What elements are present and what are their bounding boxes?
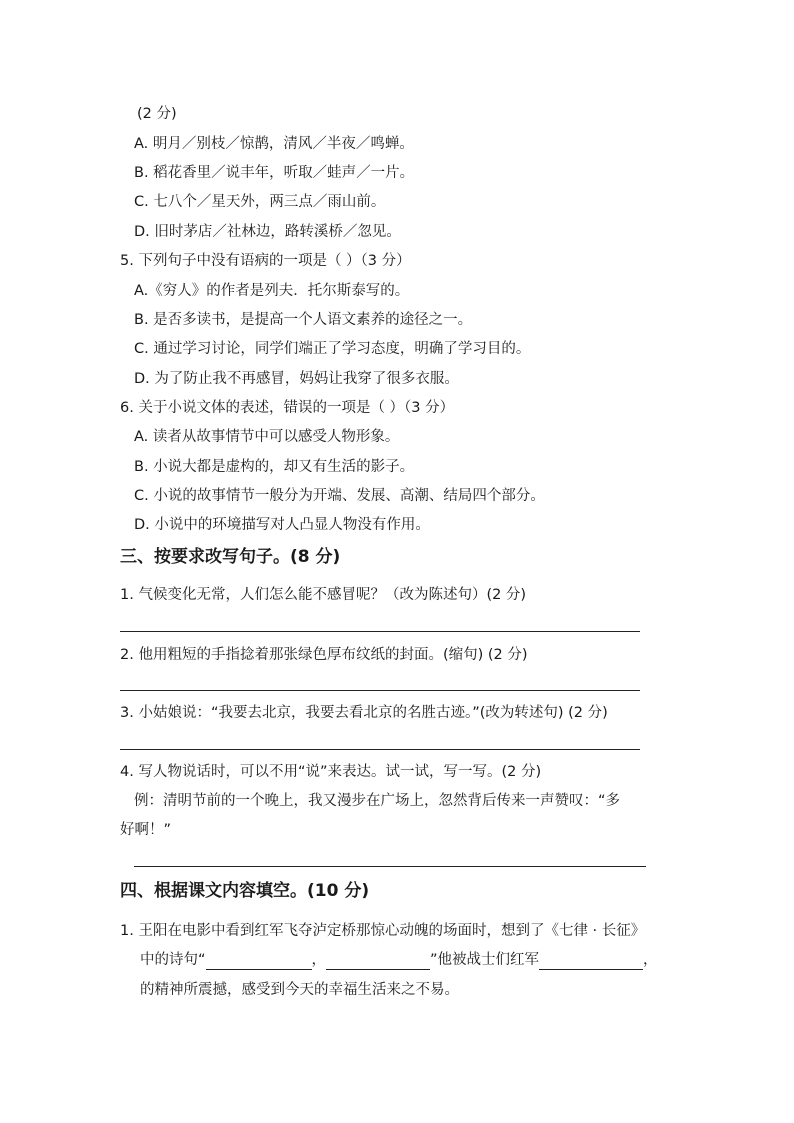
section4-item-1-line-3: 的精神所震撼，感受到今天的幸福生活来之不易。	[140, 982, 459, 998]
section3-item-2: 2. 他用粗短的手指捻着那张绿色厚布纹纸的封面。(缩句) (2 分)	[120, 647, 528, 663]
q6-option-c: C. 小说的故事情节一般分为开端、发展、高潮、结局四个部分。	[134, 488, 545, 504]
q4-option-c: C. 七八个／星天外，两三点／雨山前。	[134, 194, 386, 210]
q4-score: (2 分)	[137, 106, 177, 122]
answer-line-1[interactable]	[120, 631, 640, 632]
q4-option-d: D. 旧时茅店／社林边，路转溪桥／忽见。	[134, 224, 401, 240]
q5-stem: 5. 下列句子中没有语病的一项是（ ）（3 分）	[120, 253, 411, 269]
fill-middle: ”他被战士们红军	[430, 952, 540, 968]
answer-line-2[interactable]	[120, 690, 640, 691]
q4-option-b: B. 稻花香里／说丰年，听取／蛙声／一片。	[134, 165, 415, 181]
fill-blank-2[interactable]	[326, 953, 430, 970]
q5-option-a: A.《穷人》的作者是列夫．托尔斯泰写的。	[134, 283, 410, 299]
section4-item-1-line-1: 1. 王阳在电影中看到红军飞夺泸定桥那惊心动魄的场面时，想到了《七律 · 长征》	[120, 923, 646, 939]
example-line-1: 例：清明节前的一个晚上，我又漫步在广场上，忽然背后传来一声赞叹：“多	[134, 793, 621, 809]
fill-prefix: 中的诗句“	[140, 952, 206, 968]
q4-option-a: A. 明月／别枝／惊鹊，清风／半夜／鸣蝉。	[134, 136, 414, 152]
q6-option-b: B. 小说大都是虚构的，却又有生活的影子。	[134, 459, 415, 475]
q5-option-d: D. 为了防止我不再感冒，妈妈让我穿了很多衣服。	[134, 371, 459, 387]
fill-blank-3[interactable]	[539, 953, 643, 970]
q5-option-b: B. 是否多读书，是提高一个人语文素养的途径之一。	[134, 312, 473, 328]
fill-end: ，	[643, 952, 658, 968]
example-line-2: 好啊！”	[120, 822, 172, 838]
section4-item-1-line-2	[140, 950, 658, 970]
section3-title: 三、按要求改写句子。(8 分)	[120, 547, 341, 567]
fill-comma: ，	[311, 952, 327, 968]
q5-option-c: C. 通过学习讨论，同学们端正了学习态度，明确了学习目的。	[134, 341, 531, 357]
section3-item-4: 4. 写人物说话时，可以不用“说”来表达。试一试，写一写。(2 分)	[120, 764, 542, 780]
section3-item-1: 1. 气候变化无常，人们怎么能不感冒呢？（改为陈述句）(2 分)	[120, 587, 527, 603]
answer-line-3[interactable]	[120, 749, 640, 750]
q6-stem: 6. 关于小说文体的表述，错误的一项是（ ）（3 分）	[120, 400, 455, 416]
section3-item-3: 3. 小姑娘说：“我要去北京，我要去看北京的名胜古迹。”(改为转述句) (2 分)	[120, 705, 608, 721]
q6-option-d: D. 小说中的环境描写对人凸显人物没有作用。	[134, 517, 430, 533]
q6-option-a: A. 读者从故事情节中可以感受人物形象。	[134, 429, 400, 445]
section4-title: 四、根据课文内容填空。(10 分)	[120, 881, 370, 901]
answer-line-4[interactable]	[134, 866, 646, 867]
fill-blank-1[interactable]	[206, 953, 312, 970]
